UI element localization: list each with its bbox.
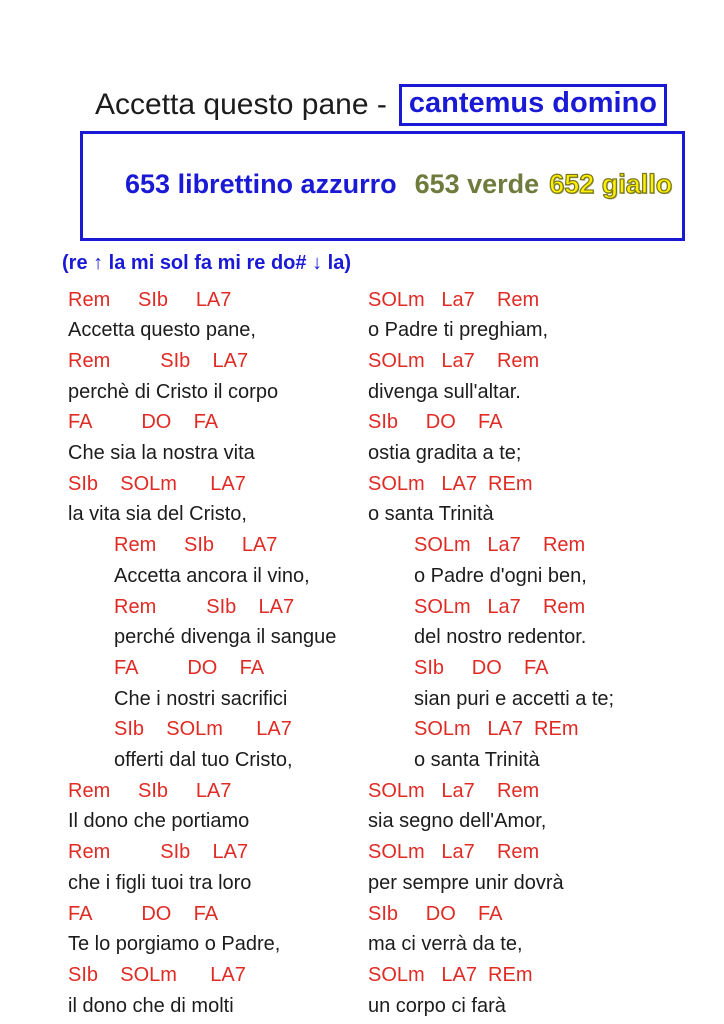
chords-left: FA DO FA xyxy=(68,902,219,925)
lyric-right: sia segno dell'Amor, xyxy=(368,810,547,833)
lyric-right: un corpo ci farà xyxy=(368,994,506,1017)
chord-row xyxy=(68,837,710,868)
chord-row xyxy=(68,776,710,807)
lyric-row xyxy=(114,561,710,592)
chords-right: SOLm La7 Rem xyxy=(414,534,586,557)
lyric-left: perché divenga il sangue xyxy=(114,626,337,649)
chords-left: Rem SIb LA7 xyxy=(68,349,249,372)
lyric-right: del nostro redentor. xyxy=(414,626,587,649)
chord-row xyxy=(68,407,710,438)
lyric-row xyxy=(68,315,710,346)
lyric-left: la vita sia del Cristo, xyxy=(68,503,247,526)
lyric-right: o santa Trinità xyxy=(368,503,494,526)
lyric-row xyxy=(114,622,710,653)
lyric-row xyxy=(68,377,710,408)
title-text: Accetta questo pane - xyxy=(95,88,387,122)
songbook-numbers-box xyxy=(80,131,685,240)
number-librettino-azzurro: 653 librettino azzurro xyxy=(125,168,397,199)
lyric-left: Che sia la nostra vita xyxy=(68,442,255,465)
lyric-row xyxy=(68,806,710,837)
chords-left: Rem SIb LA7 xyxy=(68,779,232,802)
lyric-right: ostia gradita a te; xyxy=(368,442,522,465)
lyric-row xyxy=(68,868,710,899)
chords-left: FA DO FA xyxy=(68,411,219,434)
lyric-row xyxy=(114,684,710,715)
chords-right: SOLm La7 Rem xyxy=(414,595,586,618)
lyric-right: o santa Trinità xyxy=(414,749,540,772)
lyric-right: divenga sull'altar. xyxy=(368,380,521,403)
lyric-left: che i figli tuoi tra loro xyxy=(68,871,252,894)
stanza-1 xyxy=(68,285,710,531)
chord-row xyxy=(68,346,710,377)
chords-left: Rem SIb LA7 xyxy=(68,288,232,311)
chords-right: SOLm LA7 REm xyxy=(414,718,579,741)
lyric-left: Che i nostri sacrifici xyxy=(114,687,288,710)
lyric-left: Te lo porgiamo o Padre, xyxy=(68,933,281,956)
lyric-row xyxy=(68,499,710,530)
chords-right: SIb DO FA xyxy=(368,902,503,925)
lyric-left: il dono che di molti xyxy=(68,994,234,1017)
number-verde: 653 verde xyxy=(414,168,540,199)
stanza-2 xyxy=(114,530,710,776)
lyric-right: per sempre unir dovrà xyxy=(368,871,564,894)
lyric-right: o Padre ti preghiam, xyxy=(368,319,549,342)
chords-left: Rem SIb LA7 xyxy=(114,595,295,618)
chord-row xyxy=(114,714,710,745)
chord-row xyxy=(114,592,710,623)
lyric-left: offerti dal tuo Cristo, xyxy=(114,749,293,772)
lyric-row xyxy=(114,745,710,776)
lyric-row xyxy=(68,438,710,469)
chords-right: SOLm LA7 REm xyxy=(368,472,533,495)
lyric-left: perchè di Cristo il corpo xyxy=(68,380,279,403)
lyric-right: o Padre d'ogni ben, xyxy=(414,564,587,587)
chords-left: SIb SOLm LA7 xyxy=(114,718,292,741)
chords-left: SIb SOLm LA7 xyxy=(68,472,246,495)
chords-right: SOLm La7 Rem xyxy=(368,288,540,311)
chords-left: SIb SOLm LA7 xyxy=(68,963,246,986)
chords-right: SIb DO FA xyxy=(368,411,503,434)
lyric-row xyxy=(68,929,710,960)
lyric-right: ma ci verrà da te, xyxy=(368,933,523,956)
lyric-left: Accetta questo pane, xyxy=(68,319,256,342)
song-body xyxy=(68,285,710,1022)
lyric-row xyxy=(68,991,710,1022)
chords-right: SOLm La7 Rem xyxy=(368,349,540,372)
chords-right: SIb DO FA xyxy=(414,656,549,679)
number-giallo: 652 giallo xyxy=(549,168,673,199)
chords-right: SOLm La7 Rem xyxy=(368,841,540,864)
chord-row xyxy=(68,960,710,991)
chords-right: SOLm LA7 REm xyxy=(368,963,533,986)
chords-right: SOLm La7 Rem xyxy=(368,779,540,802)
lyric-left: Il dono che portiamo xyxy=(68,810,250,833)
melody-range-note: (re ↑ la mi sol fa mi re do# ↓ la) xyxy=(62,251,351,274)
stanza-3 xyxy=(68,776,710,1022)
chords-left: Rem SIb LA7 xyxy=(68,841,249,864)
chord-row xyxy=(114,653,710,684)
chord-row xyxy=(68,469,710,500)
title-boxed-label: cantemus domino xyxy=(399,84,667,126)
page-title xyxy=(95,84,710,126)
lyric-right: sian puri e accetti a te; xyxy=(414,687,615,710)
chords-left: FA DO FA xyxy=(114,656,265,679)
chord-row xyxy=(68,285,710,316)
chord-row xyxy=(68,899,710,930)
chords-left: Rem SIb LA7 xyxy=(114,534,278,557)
lyric-left: Accetta ancora il vino, xyxy=(114,564,310,587)
chord-row xyxy=(114,530,710,561)
